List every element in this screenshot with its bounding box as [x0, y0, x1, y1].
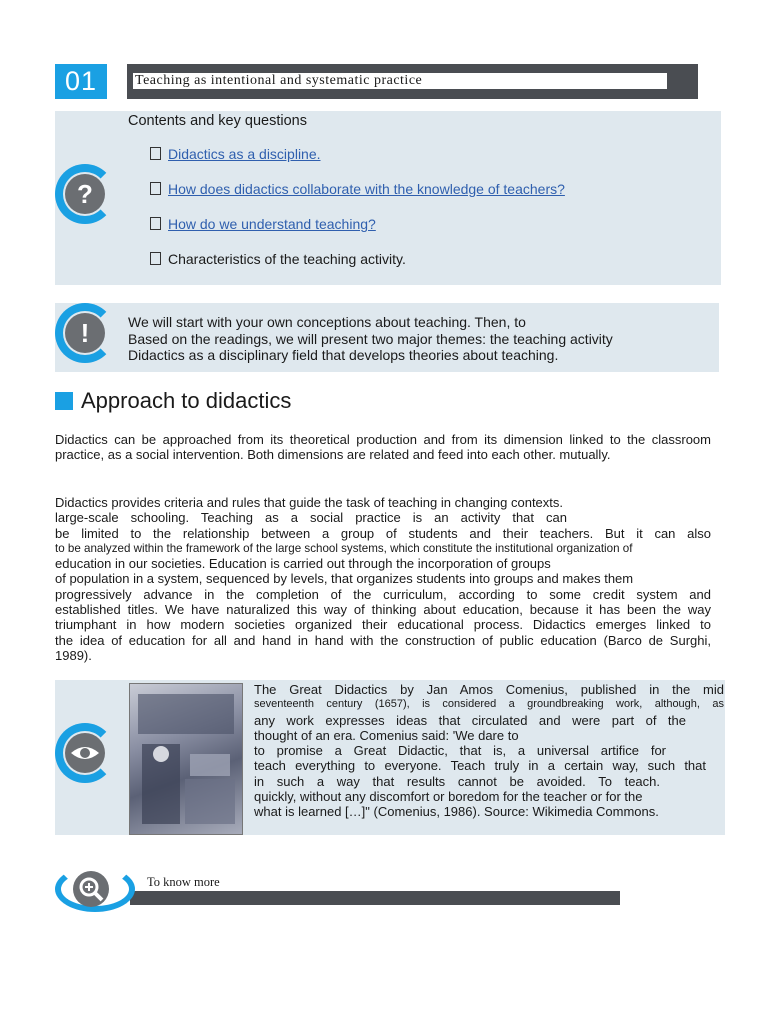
magnifier-icon[interactable] — [55, 866, 135, 912]
quote-text — [254, 682, 724, 820]
link-didactics-knowledge[interactable]: How does didactics collaborate with the knowledge of teachers? — [168, 181, 565, 197]
chapter-title: Teaching as intentional and systematic practice — [133, 73, 667, 89]
paragraph-line: established titles. We have naturalized this way of thinking about education, because it has been the way — [55, 602, 711, 618]
paragraph-line: Didactics provides criteria and rules that guide the task of teaching in changing contexts. — [55, 495, 564, 510]
paragraph: Didactics can be approached from its theoretical production and from its dimension linked to the classroom practice, as a social intervention. Both dimensions are related and feed into each other. mutually. — [55, 432, 711, 463]
footer-bar — [130, 891, 620, 905]
exclamation-icon: ! — [55, 303, 115, 363]
list-item[interactable] — [150, 216, 376, 232]
link-didactics-discipline[interactable]: Didactics as a discipline. — [168, 146, 321, 162]
section-marker — [55, 392, 73, 410]
quote-line: in such a way that results cannot be avoided. To teach. — [254, 773, 660, 789]
list-item[interactable] — [150, 146, 321, 162]
to-know-more-label[interactable]: To know more — [147, 875, 220, 889]
quote-line: teach everything to everyone. Teach truly in a certain way, such that — [254, 758, 706, 774]
paragraph-line: progressively advance in the completion of the curriculum, according to some credit system and — [55, 586, 711, 602]
chapter-number: 01 — [55, 64, 107, 99]
quote-line: to promise a Great Didactic, that is, a universal artifice for — [254, 743, 666, 759]
section-title: Approach to didactics — [81, 388, 292, 413]
quote-line: quickly, without any discomfort or boredom for the teacher or for the — [254, 789, 643, 805]
paragraph-line: large-scale schooling. Teaching as a social practice is an activity that can — [55, 510, 567, 526]
intro-line: We will start with your own conceptions about teaching. Then, to — [128, 314, 526, 330]
item-characteristics: Characteristics of the teaching activity. — [168, 251, 406, 267]
paragraph-line: of population in a system, sequenced by levels, that organizes students into groups and makes them — [55, 571, 634, 587]
eye-icon — [55, 723, 115, 783]
intro-line: Didactics as a disciplinary field that develops theories about teaching. — [128, 347, 559, 363]
link-understand-teaching[interactable]: How do we understand teaching? — [168, 216, 376, 232]
quote-line: seventeenth century (1657), is considered a groundbreaking work, although, as — [254, 698, 724, 711]
quote-line: any work expresses ideas that circulated and were part of the — [254, 712, 686, 728]
bullet-box-icon — [150, 217, 161, 230]
bullet-box-icon — [150, 252, 161, 265]
paragraph-line: triumphant in how modern societies organized their educational process. Didactics emerges linked to — [55, 617, 711, 633]
paragraph-line: 1989). — [55, 647, 92, 663]
list-item — [150, 251, 406, 267]
bullet-box-icon — [150, 147, 161, 160]
contents-heading: Contents and key questions — [128, 113, 307, 129]
list-item[interactable] — [150, 181, 565, 197]
quote-line: thought of an era. Comenius said: 'We dare to — [254, 727, 519, 743]
paragraph — [55, 495, 711, 663]
paragraph-line: the idea of education for all and hand in hand with the construction of public education (Barco de Surghi, — [55, 632, 711, 648]
quote-line: The Great Didactics by Jan Amos Comenius, published in the mid — [254, 682, 724, 697]
comenius-engraving-image — [129, 683, 243, 835]
paragraph-line: be limited to the relationship between a group of students and their teachers. But it can also — [55, 525, 711, 541]
bullet-box-icon — [150, 182, 161, 195]
paragraph-line: education in our societies. Education is carried out through the incorporation of groups — [55, 556, 551, 572]
paragraph-line: to be analyzed within the framework of the large school systems, which constitute the institutional organization of — [55, 541, 633, 555]
intro-line: Based on the readings, we will present two major themes: the teaching activity — [128, 330, 613, 347]
question-icon: ? — [55, 164, 115, 224]
quote-line: what is learned […]" (Comenius, 1986). Source: Wikimedia Commons. — [254, 804, 659, 820]
intro-text — [128, 314, 718, 364]
header-separator — [107, 64, 127, 99]
